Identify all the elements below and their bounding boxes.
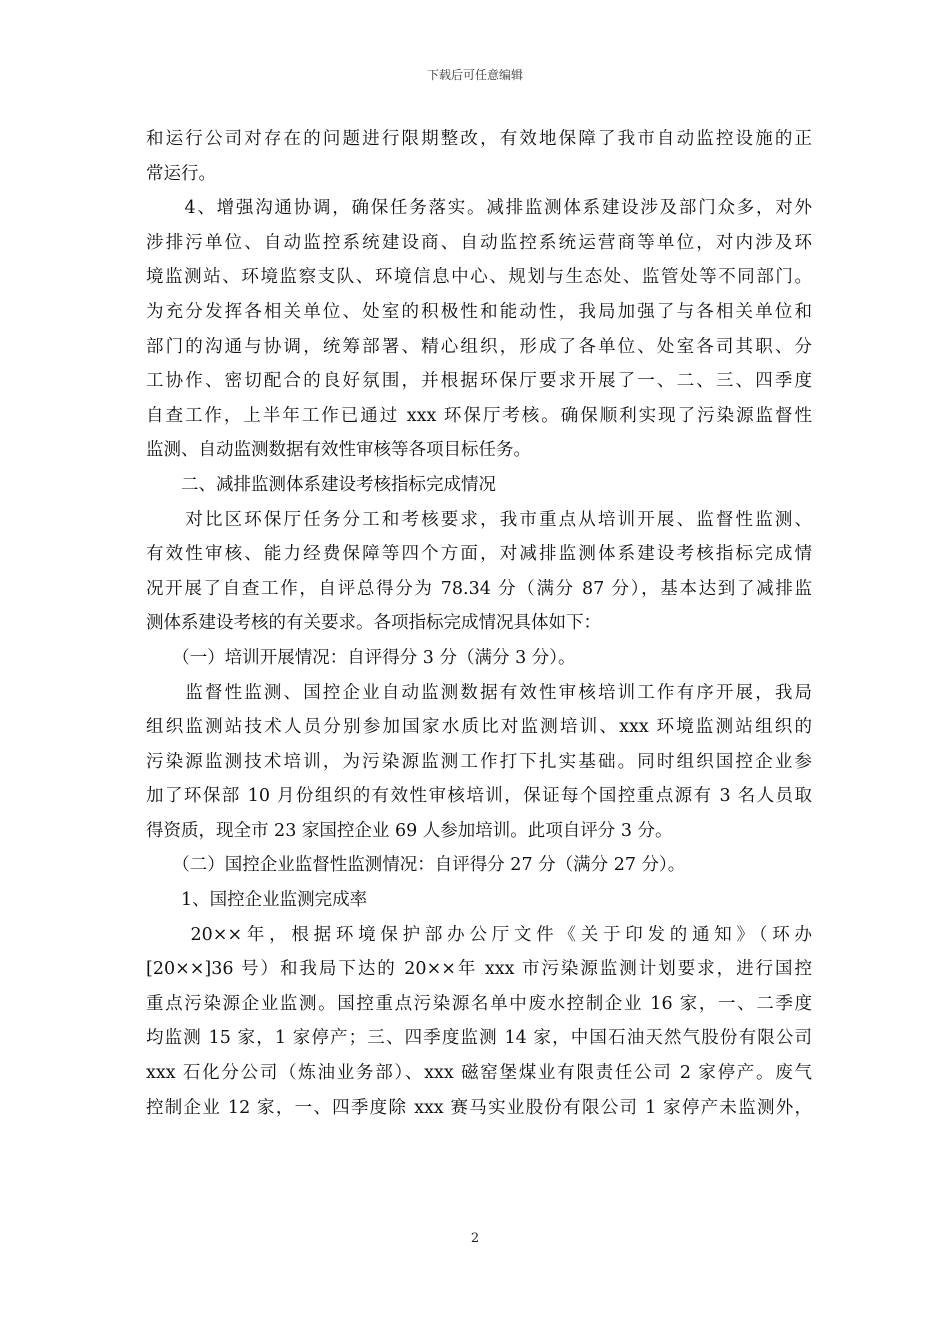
- text-line: 加了环保部 10 月份组织的有效性审核培训，保证每个国控重点源有 3 名人员取: [146, 786, 812, 807]
- text-line: 部门的沟通与协调，统筹部署、精心组织，形成了各单位、处室各司其职、分: [146, 336, 812, 357]
- text-line: 4、增强沟通协调，确保任务落实。减排监测体系建设涉及部门众多，对外: [146, 198, 812, 219]
- text-line: 监督性监测、国控企业自动监测数据有效性审核培训工作有序开展，我局: [146, 682, 812, 703]
- subsection-heading: （一）培训开展情况：自评得分 3 分（满分 3 分）。: [146, 647, 576, 668]
- text-line: 自查工作，上半年工作已通过 xxx 环保厅考核。确保顺利实现了污染源监督性: [146, 405, 812, 426]
- text-line: 况开展了自查工作，自评总得分为 78.34 分（满分 87 分），基本达到了减排监: [146, 578, 812, 599]
- document-body: [146, 122, 812, 1125]
- text-line: 均监测 15 家，1 家停产；三、四季度监测 14 家，中国石油天然气股份有限公司: [146, 1028, 812, 1049]
- header-note: 下载后可任意编辑: [426, 68, 523, 82]
- text-line: 有效性审核、能力经费保障等四个方面，对减排监测体系建设考核指标完成情: [146, 544, 812, 565]
- text-line: 控制企业 12 家，一、四季度除 xxx 赛马实业股份有限公司 1 家停产未监测外，: [146, 1097, 812, 1118]
- text-line: 得资质，现全市 23 家国控企业 69 人参加培训。此项自评分 3 分。: [146, 820, 673, 841]
- text-line: 组织监测站技术人员分别参加国家水质比对监测培训、xxx 环境监测站组织的: [146, 717, 812, 738]
- page-number: 2: [470, 1231, 480, 1246]
- text-line: 工协作、密切配合的良好氛围，并根据环保厅要求开展了一、二、三、四季度: [146, 371, 812, 392]
- text-line: 监测、自动监测数据有效性审核等各项目标任务。: [146, 440, 531, 461]
- text-line: 对比区环保厅任务分工和考核要求，我市重点从培训开展、监督性监测、: [146, 509, 812, 530]
- text-line: 测体系建设考核的有关要求。各项指标完成情况具体如下：: [146, 613, 601, 634]
- item-heading: 1、国控企业监测完成率: [146, 890, 368, 911]
- subsection-heading: （二）国控企业监督性监测情况：自评得分 27 分（满分 27 分）。: [146, 855, 686, 876]
- text-line: 涉排污单位、自动监控系统建设商、自动监控系统运营商等单位，对内涉及环: [146, 232, 812, 253]
- text-line: 和运行公司对存在的问题进行限期整改，有效地保障了我市自动监控设施的正: [146, 129, 812, 149]
- section-heading: 二、减排监测体系建设考核指标完成情况: [146, 474, 496, 495]
- text-line: 重点污染源企业监测。国控重点污染源名单中废水控制企业 16 家，一、二季度: [146, 993, 812, 1014]
- text-line: 境监测站、环境监察支队、环境信息中心、规划与生态处、监管处等不同部门。: [146, 267, 812, 288]
- text-line: xxx 石化分公司（炼油业务部）、xxx 磁窑堡煤业有限责任公司 2 家停产。废气: [146, 1063, 812, 1084]
- text-line: 污染源监测技术培训，为污染源监测工作打下扎实基础。同时组织国控企业参: [146, 751, 812, 772]
- text-line: 为充分发挥各相关单位、处室的积极性和能动性，我局加强了与各相关单位和: [146, 301, 812, 322]
- text-line: [20××]36 号）和我局下达的 20××年 xxx 市污染源监测计划要求，进行国控: [146, 959, 812, 980]
- text-line: 常运行。: [146, 163, 216, 184]
- text-line: 20××年，根据环境保护部办公厅文件《关于印发的通知》（环办: [146, 924, 812, 945]
